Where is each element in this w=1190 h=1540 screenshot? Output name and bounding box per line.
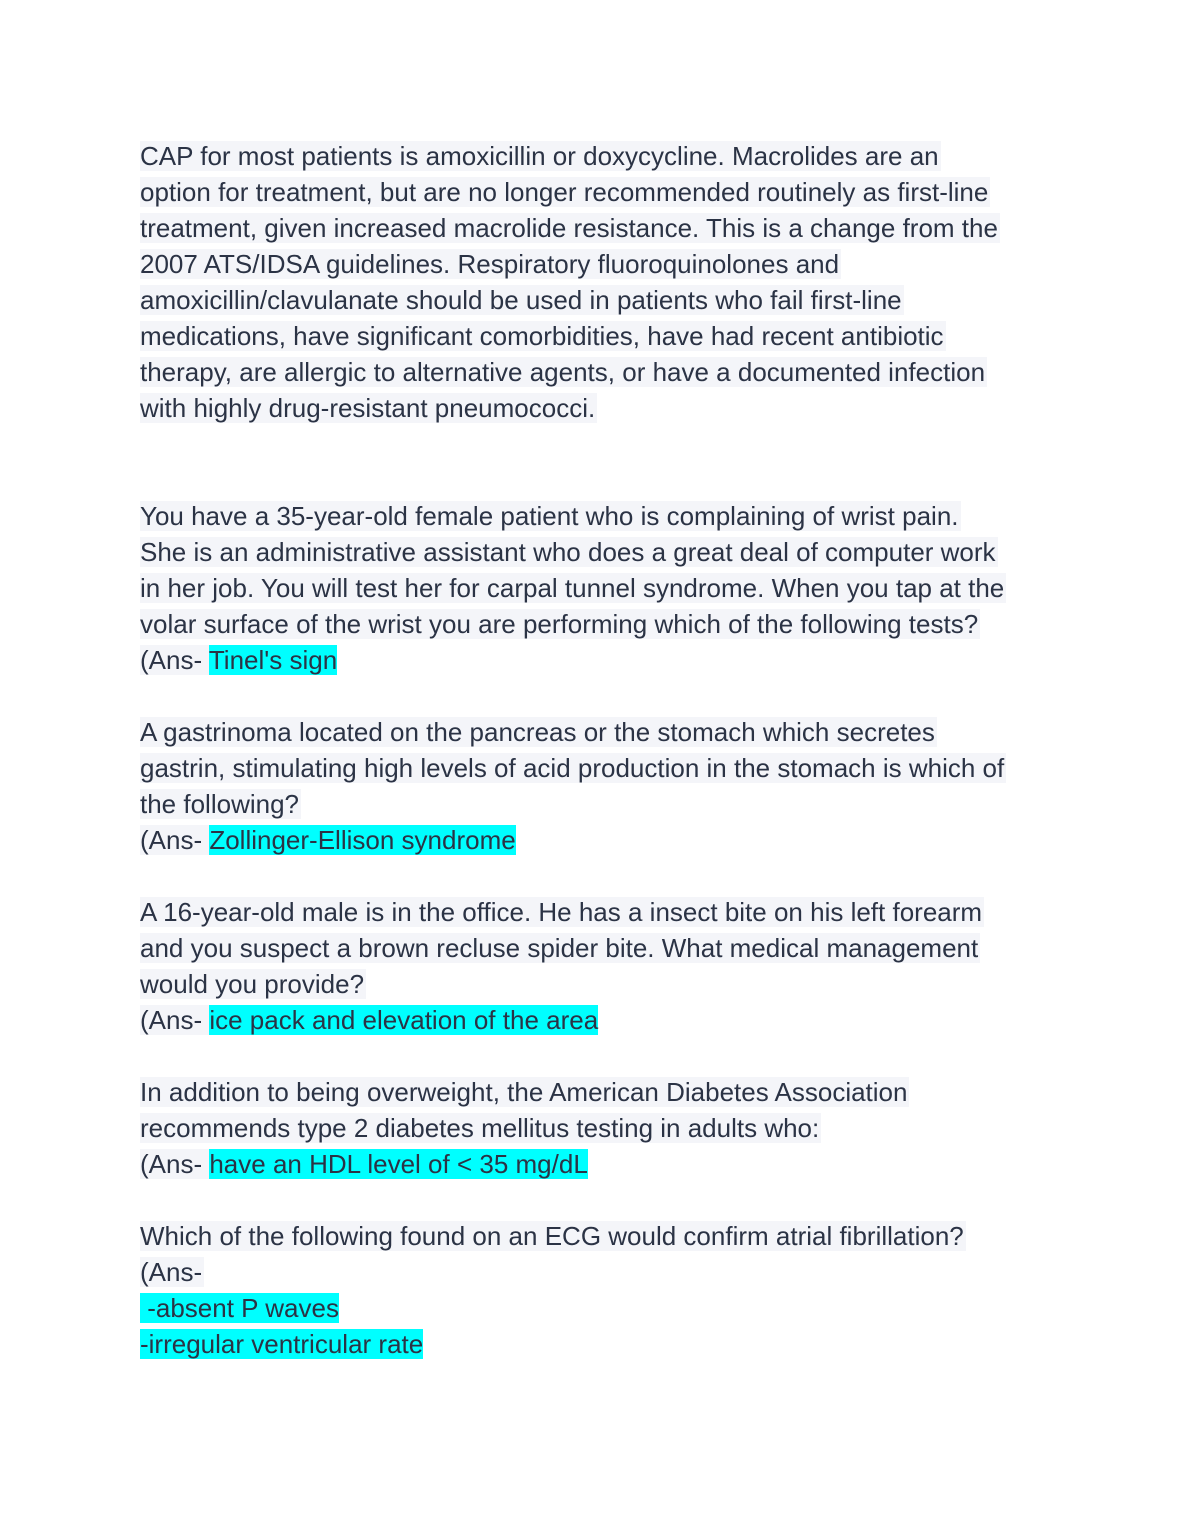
question-line: A 16-year-old male is in the office. He has a insect bite on his left forearm bbox=[140, 897, 983, 927]
text-line: amoxicillin/clavulanate should be used in patients who fail first-line bbox=[140, 285, 902, 315]
spacer bbox=[140, 678, 1060, 714]
text-line: with highly drug-resistant pneumococci. bbox=[140, 393, 596, 423]
text-line: treatment, given increased macrolide resistance. This is a change from the bbox=[140, 213, 998, 243]
answer-highlight: Tinel's sign bbox=[208, 645, 338, 675]
answer-prefix: (Ans- bbox=[140, 1257, 203, 1287]
intro-paragraph bbox=[140, 138, 1060, 426]
question-line: recommends type 2 diabetes mellitus testing in adults who: bbox=[140, 1113, 820, 1143]
question-line: In addition to being overweight, the American Diabetes Association bbox=[140, 1077, 908, 1107]
question-block bbox=[140, 714, 1060, 858]
answer-highlight: Zollinger-Ellison syndrome bbox=[209, 825, 516, 855]
question-line: the following? bbox=[140, 789, 299, 819]
question-line: and you suspect a brown recluse spider bite. What medical management bbox=[140, 933, 979, 963]
answer-highlight: -irregular ventricular rate bbox=[140, 1329, 424, 1359]
answer-highlight: have an HDL level of < 35 mg/dL bbox=[209, 1149, 588, 1179]
question-block bbox=[140, 894, 1060, 1038]
answer-line bbox=[140, 1254, 1060, 1290]
text-line: medications, have significant comorbidities, have had recent antibiotic bbox=[140, 321, 944, 351]
answer-line bbox=[140, 822, 1060, 858]
answer-prefix: (Ans- bbox=[140, 645, 209, 675]
answer-line bbox=[140, 1002, 1060, 1038]
question-line: A gastrinoma located on the pancreas or the stomach which secretes bbox=[140, 717, 935, 747]
answer-line bbox=[140, 1326, 1060, 1362]
answer-prefix: (Ans- bbox=[140, 1149, 210, 1179]
answer-prefix: (Ans- bbox=[140, 825, 210, 855]
text-line: option for treatment, but are no longer recommended routinely as first-line bbox=[140, 177, 989, 207]
question-line: gastrin, stimulating high levels of acid production in the stomach is which of bbox=[140, 753, 1005, 783]
question-line: in her job. You will test her for carpal tunnel syndrome. When you tap at the bbox=[140, 573, 1005, 603]
answer-line bbox=[140, 642, 1060, 678]
answer-line bbox=[140, 1146, 1060, 1182]
text-line: therapy, are allergic to alternative agents, or have a documented infection bbox=[140, 357, 986, 387]
question-block bbox=[140, 1074, 1060, 1182]
document-page bbox=[140, 138, 1060, 1362]
question-block bbox=[140, 498, 1060, 678]
question-line: She is an administrative assistant who does a great deal of computer work bbox=[140, 537, 996, 567]
answer-line bbox=[140, 1290, 1060, 1326]
text-line: 2007 ATS/IDSA guidelines. Respiratory fluoroquinolones and bbox=[140, 249, 840, 279]
question-block bbox=[140, 1218, 1060, 1362]
question-line: Which of the following found on an ECG would confirm atrial fibrillation? bbox=[140, 1221, 964, 1251]
question-line: would you provide? bbox=[140, 969, 365, 999]
question-line: You have a 35-year-old female patient who is complaining of wrist pain. bbox=[140, 501, 959, 531]
text-line: CAP for most patients is amoxicillin or doxycycline. Macrolides are an bbox=[140, 141, 939, 171]
spacer bbox=[140, 1038, 1060, 1074]
answer-prefix: (Ans- bbox=[140, 1005, 210, 1035]
question-line: volar surface of the wrist you are performing which of the following tests? bbox=[140, 609, 979, 639]
spacer bbox=[140, 1182, 1060, 1218]
spacer bbox=[140, 426, 1060, 498]
answer-highlight: ice pack and elevation of the area bbox=[209, 1005, 599, 1035]
answer-highlight: -absent P waves bbox=[140, 1293, 339, 1323]
spacer bbox=[140, 858, 1060, 894]
